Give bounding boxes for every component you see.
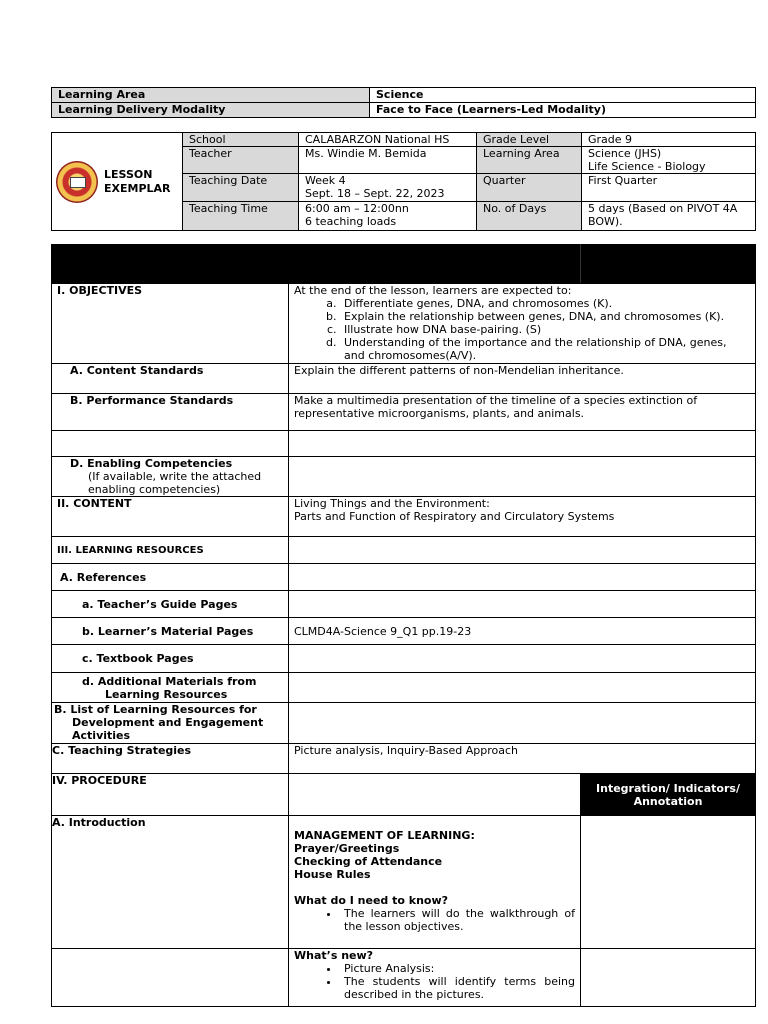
management-title: MANAGEMENT OF LEARNING: <box>294 829 475 842</box>
whats-new-label-cell <box>52 949 289 1007</box>
plan-header-cell-3 <box>581 245 756 284</box>
performance-standards-value: Make a multimedia presentation of the timeline of a species extinction of representative microorganisms, plants, and animals. <box>289 394 756 431</box>
teacher-label: Teacher <box>183 147 299 174</box>
introduction-annotation <box>581 816 756 949</box>
references-label: A. References <box>52 564 289 591</box>
learning-area-value: Science <box>370 88 756 103</box>
days-label: No. of Days <box>477 202 582 231</box>
teaching-strategies-value: Picture analysis, Inquiry-Based Approach <box>289 744 756 774</box>
content-value-line-2: Parts and Function of Respiratory and Circulatory Systems <box>294 510 615 523</box>
header-table <box>51 87 756 118</box>
objective-item: b. Explain the relationship between genes, DNA, and chromosomes (K). <box>340 310 750 323</box>
additional-materials-value <box>289 673 756 703</box>
grade-value: Grade 9 <box>582 133 756 147</box>
grade-label: Grade Level <box>477 133 582 147</box>
lesson-info-table <box>51 132 756 231</box>
learning-resources-label: III. LEARNING RESOURCES <box>52 537 289 564</box>
management-item: Prayer/Greetings <box>294 842 400 855</box>
objectives-intro: At the end of the lesson, learners are expected to: <box>294 284 572 297</box>
references-value <box>289 564 756 591</box>
procedure-label: IV. PROCEDURE <box>52 774 289 816</box>
introduction-content <box>289 816 581 949</box>
lesson-exemplar-cell <box>52 133 183 231</box>
enabling-competencies-value <box>289 457 756 497</box>
teachers-guide-value <box>289 591 756 618</box>
teacher-value: Ms. Windie M. Bemida <box>299 147 477 174</box>
integration-header: Integration/ Indicators/ Annotation <box>581 774 756 816</box>
content-standards-value: Explain the different patterns of non-Mendelian inheritance. <box>289 364 756 394</box>
management-item: House Rules <box>294 868 371 881</box>
list-resources-line-2: Development and Engagement <box>72 716 264 729</box>
content-standards-label: A. Content Standards <box>52 364 289 394</box>
additional-materials-label <box>52 673 289 703</box>
modality-value: Face to Face (Learners-Led Modality) <box>370 103 756 118</box>
plan-header-cell-1 <box>52 245 289 284</box>
area-label: Learning Area <box>477 147 582 174</box>
school-seal-icon <box>56 161 98 203</box>
list-resources-line-1: B. List of Learning Resources for <box>54 703 257 716</box>
content-value-line-1: Living Things and the Environment: <box>294 497 490 510</box>
list-resources-value <box>289 703 756 744</box>
learning-resources-value <box>289 537 756 564</box>
objective-item: c. Illustrate how DNA base-pairing. (S) <box>340 323 750 336</box>
textbook-pages-label: c. Textbook Pages <box>52 645 289 673</box>
list-resources-line-3: Activities <box>72 729 131 742</box>
area-value-line-2: Life Science - Biology <box>588 160 706 173</box>
blank-value-cell <box>289 431 756 457</box>
additional-materials-line-1: d. Additional Materials from <box>82 674 257 688</box>
introduction-label: A. Introduction <box>52 816 289 949</box>
enabling-competencies-cell <box>52 457 289 497</box>
days-value: 5 days (Based on PIVOT 4A BOW). <box>582 202 756 231</box>
quarter-value: First Quarter <box>582 174 756 202</box>
lesson-label: LESSON <box>104 167 153 181</box>
need-to-know-item: • The learners will do the walkthrough of the lesson objectives. <box>340 907 575 933</box>
learning-area-label: Learning Area <box>52 88 370 103</box>
school-label: School <box>183 133 299 147</box>
area-value <box>582 147 756 174</box>
time-value <box>299 202 477 231</box>
textbook-pages-value <box>289 645 756 673</box>
time-value-line-2: 6 teaching loads <box>305 215 397 228</box>
plan-header-cell-2 <box>289 245 581 284</box>
date-value-line-2: Sept. 18 – Sept. 22, 2023 <box>305 187 445 200</box>
teachers-guide-label: a. Teacher’s Guide Pages <box>52 591 289 618</box>
teaching-strategies-label: C. Teaching Strategies <box>52 744 289 774</box>
content-value <box>289 497 756 537</box>
learners-material-label: b. Learner’s Material Pages <box>52 618 289 645</box>
objectives-list <box>294 297 750 362</box>
whats-new-content <box>289 949 581 1007</box>
additional-materials-line-2: Learning Resources <box>105 687 228 701</box>
date-label: Teaching Date <box>183 174 299 202</box>
blank-label-cell <box>52 431 289 457</box>
list-resources-label <box>52 703 289 744</box>
objective-item: a. Differentiate genes, DNA, and chromosomes (K). <box>340 297 750 310</box>
date-value <box>299 174 477 202</box>
school-value: CALABARZON National HS <box>299 133 477 147</box>
lesson-plan-table <box>51 244 756 1007</box>
whats-new-list <box>294 962 575 1001</box>
whats-new-title: What’s new? <box>294 949 374 962</box>
need-to-know-title: What do I need to know? <box>294 894 449 907</box>
objectives-cell <box>289 284 756 364</box>
exemplar-label: EXEMPLAR <box>104 181 171 195</box>
content-label: II. CONTENT <box>52 497 289 537</box>
time-value-line-1: 6:00 am – 12:00nn <box>305 202 409 215</box>
time-label: Teaching Time <box>183 202 299 231</box>
whats-new-item: • Picture Analysis: <box>340 962 575 975</box>
enabling-competencies-note: (If available, write the attached enabling competencies) <box>88 470 262 496</box>
whats-new-annotation <box>581 949 756 1007</box>
area-value-line-1: Science (JHS) <box>588 147 662 160</box>
need-to-know-list <box>294 907 575 933</box>
whats-new-item: • The students will identify terms being described in the pictures. <box>340 975 575 1001</box>
modality-label: Learning Delivery Modality <box>52 103 370 118</box>
management-item: Checking of Attendance <box>294 855 443 868</box>
procedure-value <box>289 774 581 816</box>
enabling-competencies-label: D. Enabling Competencies <box>70 457 233 470</box>
learners-material-value: CLMD4A-Science 9_Q1 pp.19-23 <box>289 618 756 645</box>
date-value-line-1: Week 4 <box>305 174 346 187</box>
objectives-label: I. OBJECTIVES <box>52 284 289 364</box>
performance-standards-label: B. Performance Standards <box>52 394 289 431</box>
objective-item: d. Understanding of the importance and the relationship of DNA, genes, and chromosomes(A/V). <box>340 336 750 362</box>
quarter-label: Quarter <box>477 174 582 202</box>
